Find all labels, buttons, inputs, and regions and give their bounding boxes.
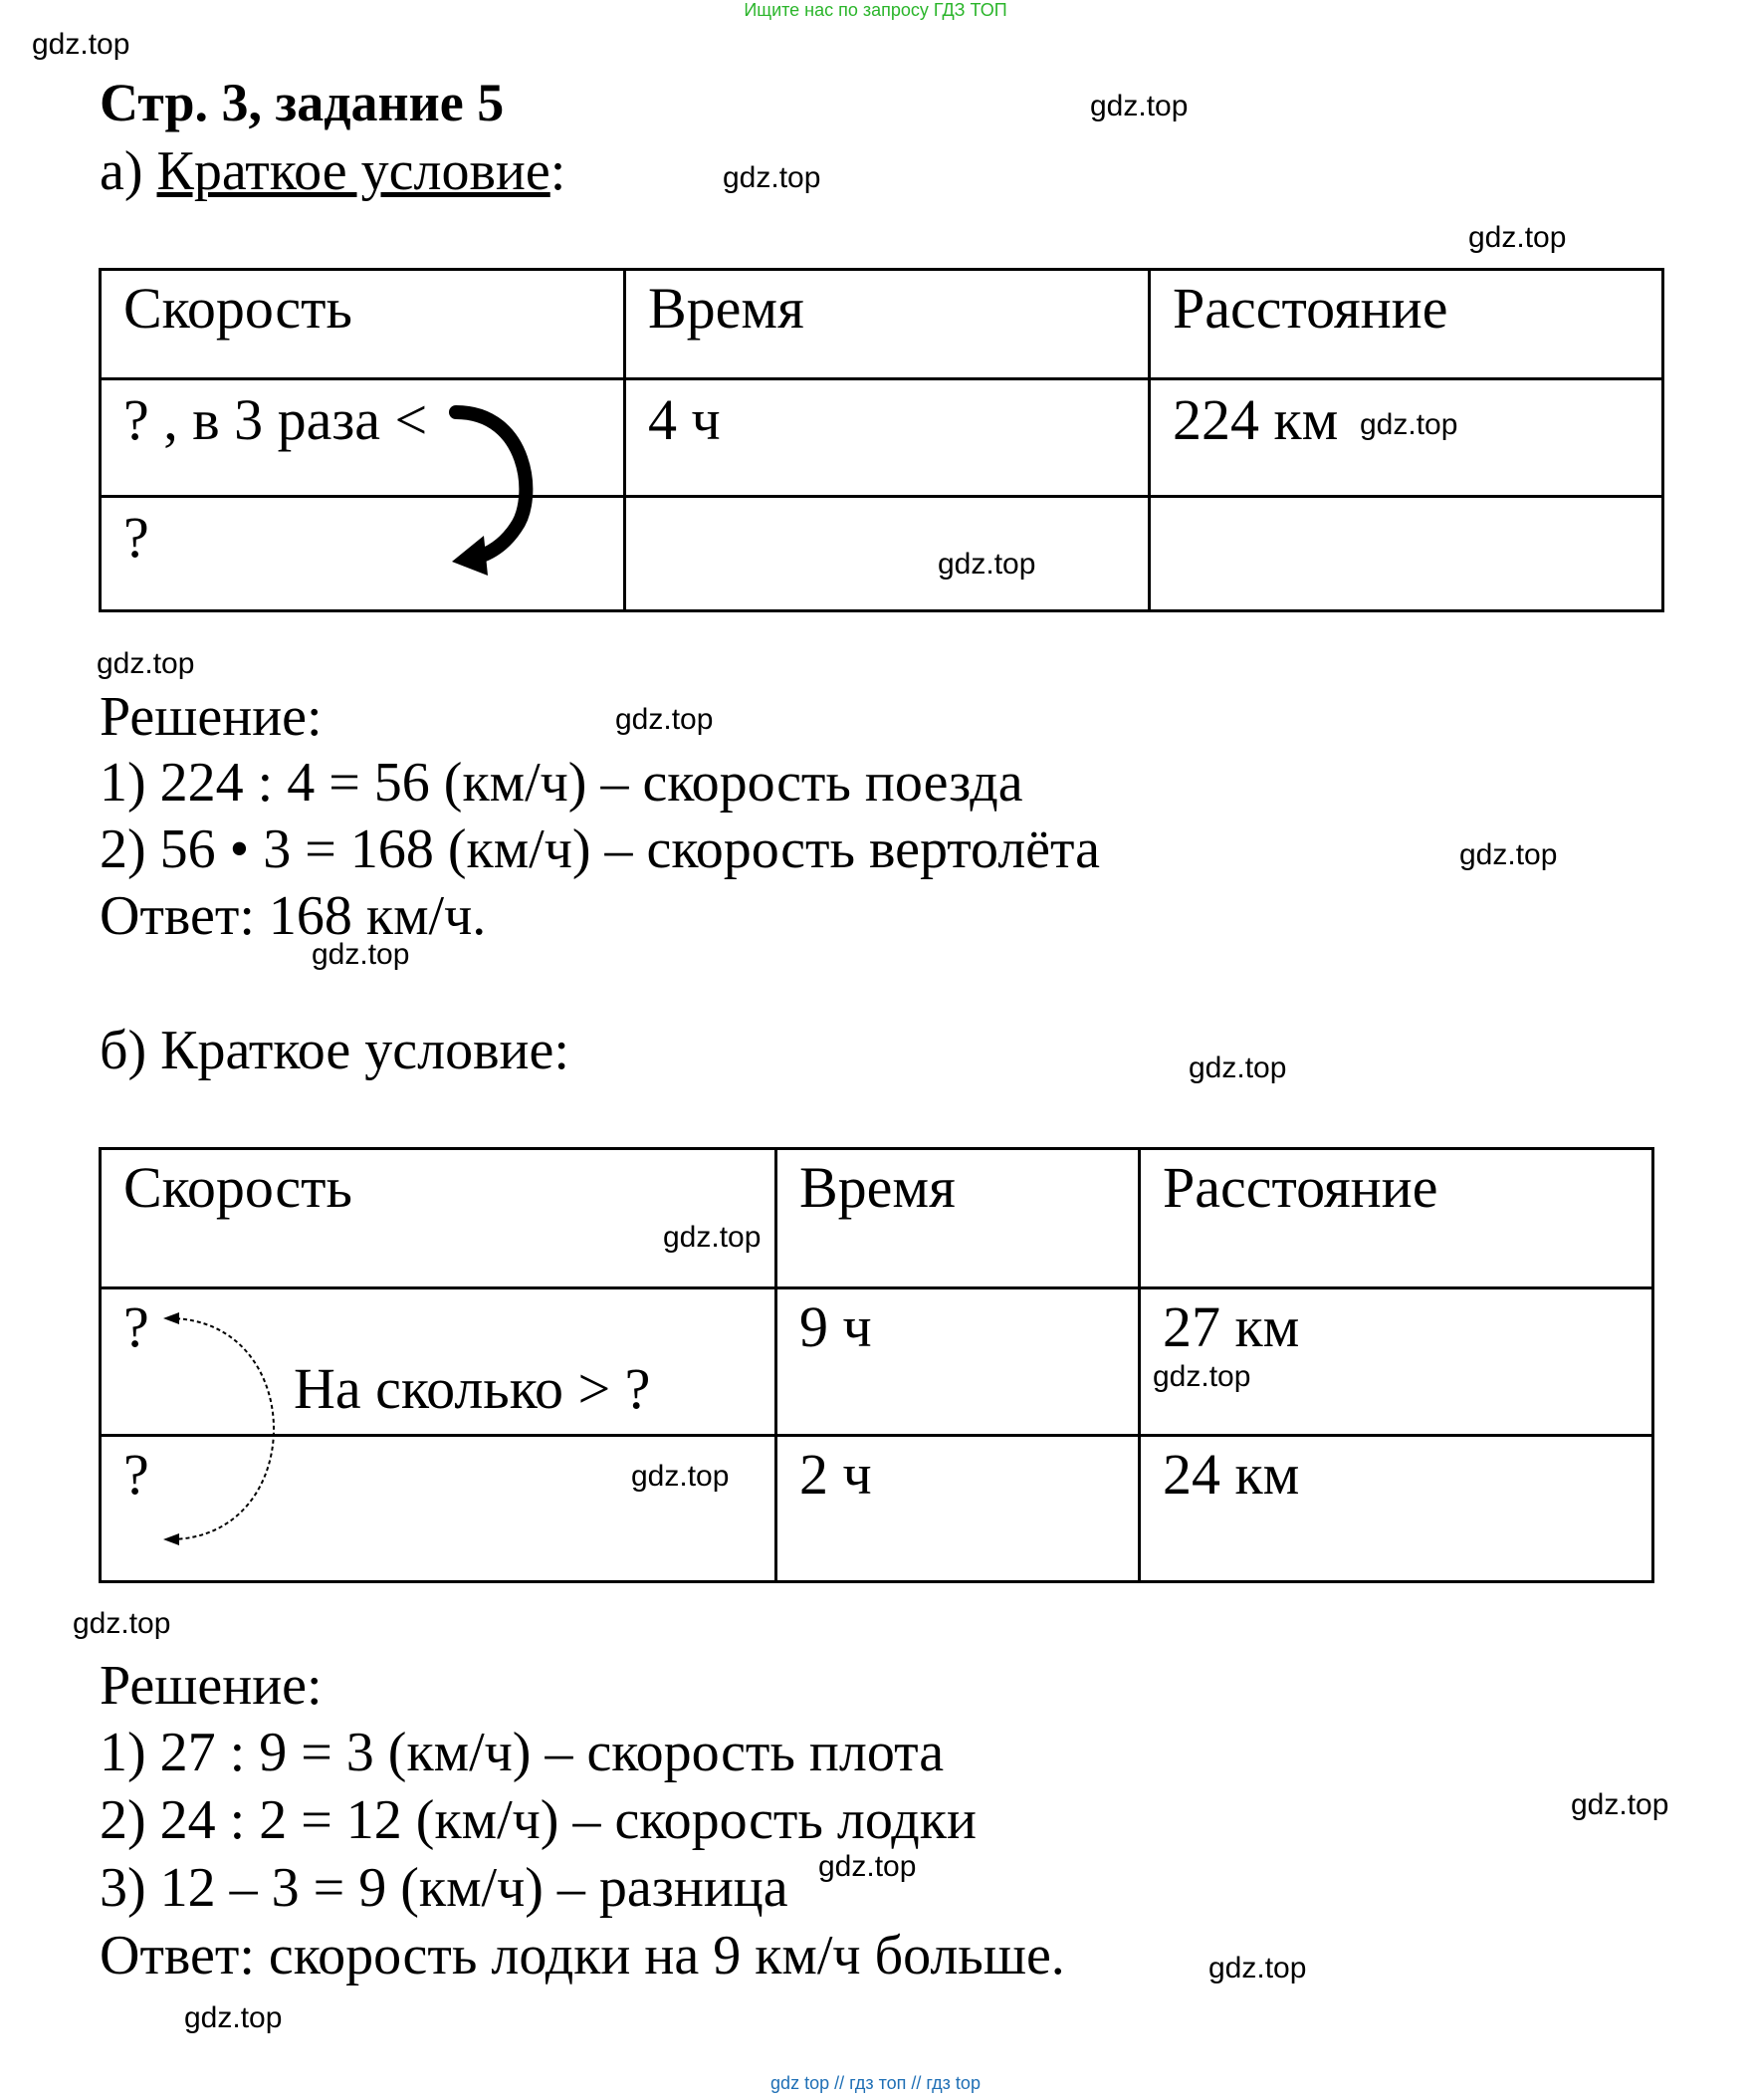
watermark: gdz.top	[938, 548, 1036, 581]
watermark: gdz.top	[97, 647, 195, 680]
watermark: gdz.top	[663, 1221, 762, 1254]
table-b-header-distance: Расстояние	[1163, 1155, 1438, 1220]
part-b-step-3: 3) 12 – 3 = 9 (км/ч) – разница	[100, 1857, 788, 1919]
watermark: gdz.top	[1090, 90, 1189, 122]
table-a-header-speed: Скорость	[123, 276, 352, 341]
watermark: gdz.top	[818, 1850, 917, 1883]
table-a-header-distance: Расстояние	[1173, 276, 1448, 341]
table-a-header-time: Время	[648, 276, 804, 341]
watermark: gdz.top	[1189, 1051, 1287, 1084]
part-a-step-2: 2) 56 • 3 = 168 (км/ч) – скорость вертолёта	[100, 818, 1101, 880]
table-b-cell: 24 км	[1163, 1442, 1300, 1507]
part-a-label: а) Краткое условие:	[100, 140, 566, 202]
dashed-arc-arrow-icon	[159, 1304, 299, 1553]
watermark: gdz.top	[1360, 408, 1458, 441]
part-b-solution-title: Решение:	[100, 1655, 323, 1717]
table-b-cell: 2 ч	[799, 1442, 872, 1507]
watermark: gdz.top	[723, 161, 821, 194]
table-b-cell: ?	[123, 1442, 149, 1507]
table-b-cell: 9 ч	[799, 1294, 872, 1359]
footer-watermark: gdz top // гдз топ // гдз top	[770, 2073, 981, 2093]
page-title: Стр. 3, задание 5	[100, 73, 505, 132]
comparison-text: На сколько > ?	[294, 1356, 651, 1421]
table-b-header-time: Время	[799, 1155, 956, 1220]
table-a-cell: 4 ч	[648, 387, 721, 452]
watermark: gdz.top	[1468, 221, 1567, 254]
part-b-step-2: 2) 24 : 2 = 12 (км/ч) – скорость лодки	[100, 1789, 977, 1851]
table-b-cell: 27 км	[1163, 1294, 1300, 1359]
part-b-answer: Ответ: скорость лодки на 9 км/ч больше.	[100, 1925, 1065, 1986]
part-a-answer: Ответ: 168 км/ч.	[100, 885, 487, 947]
part-a-step-1: 1) 224 : 4 = 56 (км/ч) – скорость поезда	[100, 752, 1023, 814]
curved-arrow-icon	[438, 398, 547, 587]
watermark: gdz.top	[32, 28, 130, 61]
watermark: gdz.top	[1208, 1952, 1307, 1984]
watermark: gdz.top	[312, 938, 410, 971]
watermark: gdz.top	[1571, 1788, 1669, 1821]
part-b-step-1: 1) 27 : 9 = 3 (км/ч) – скорость плота	[100, 1722, 945, 1783]
watermark: gdz.top	[1459, 838, 1558, 871]
part-b-label: б) Краткое условие:	[100, 1020, 569, 1081]
table-a-cell: ? , в 3 раза <	[123, 387, 428, 452]
top-banner: Ищите нас по запросу ГДЗ ТОП	[744, 0, 1007, 20]
watermark: gdz.top	[1153, 1360, 1251, 1393]
watermark: gdz.top	[73, 1607, 171, 1640]
table-b-header-speed: Скорость	[123, 1155, 352, 1220]
watermark: gdz.top	[631, 1460, 730, 1493]
table-a-cell: ?	[123, 505, 149, 570]
part-a-solution-title: Решение:	[100, 686, 323, 748]
watermark: gdz.top	[615, 703, 714, 736]
watermark: gdz.top	[184, 2001, 283, 2034]
table-a-cell: 224 км	[1173, 387, 1339, 452]
table-b-cell: ?	[123, 1294, 149, 1359]
